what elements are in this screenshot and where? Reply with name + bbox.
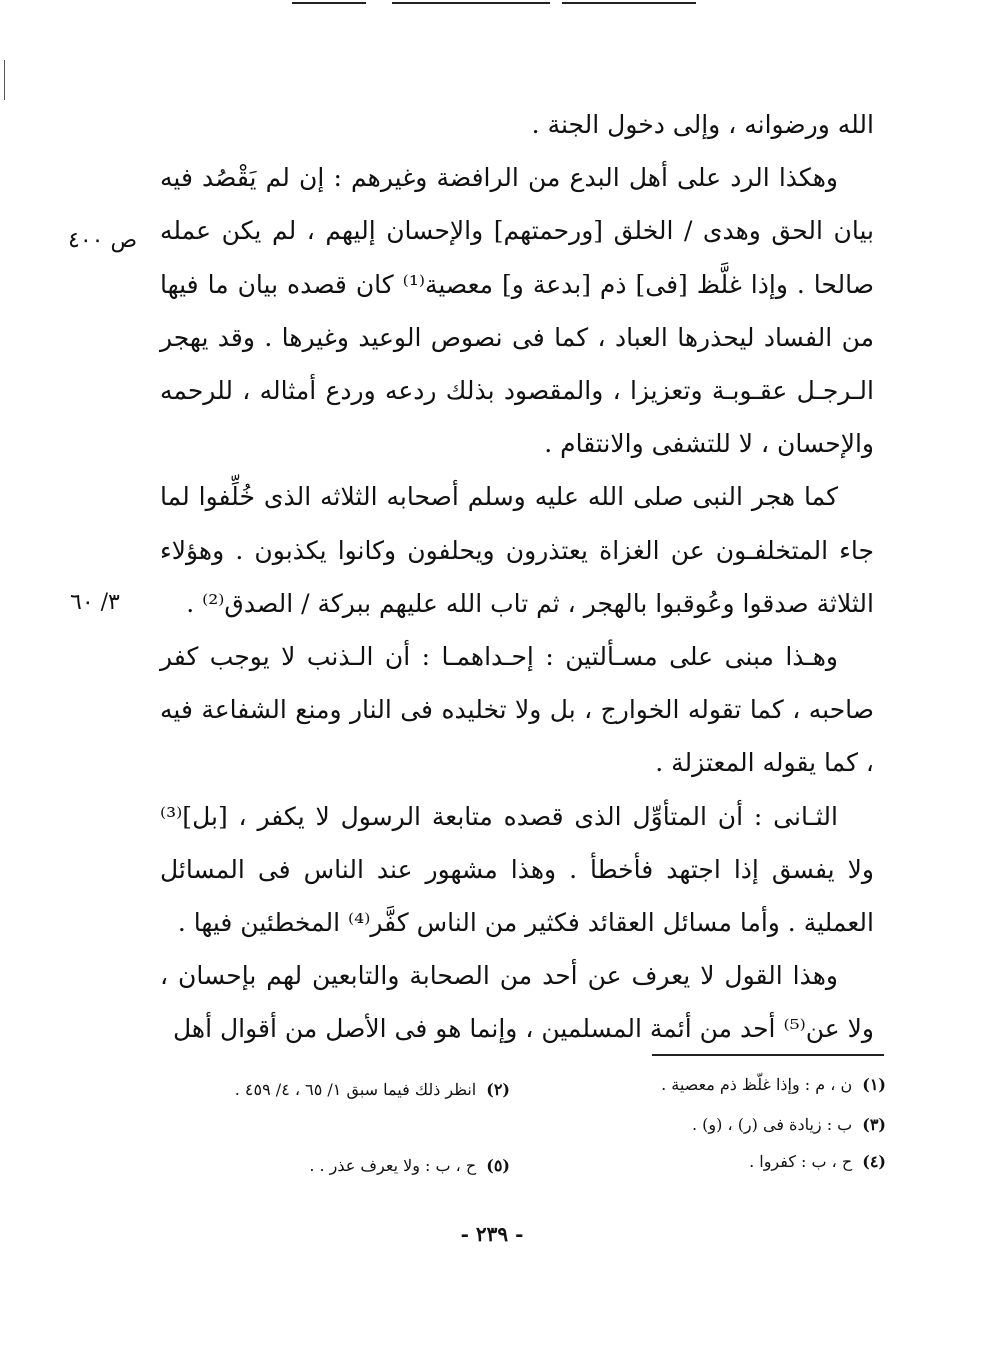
- footnote-text: ن ، م : وإذا غلّظ ذم معصية .: [661, 1075, 853, 1094]
- footnote-rule: [652, 1054, 884, 1056]
- scan-edge-mark: [4, 60, 5, 100]
- paragraph: وهذا القول لا يعرف عن أحد من الصحابة والتابعين لهم بإحسان ، ولا عن⁽⁵⁾ أحد من أئمة المسلمين ، وإنما هو فى الأصل من أقوال أهل: [160, 961, 874, 1044]
- footnote: [749, 1152, 886, 1171]
- footnote-number: (٥): [486, 1156, 510, 1175]
- top-rule-right: [562, 2, 696, 4]
- footnote: [661, 1075, 886, 1094]
- footnote-number: (١): [862, 1075, 886, 1094]
- main-text: [160, 98, 874, 1056]
- footnote-text: ح ، ب : كفروا .: [749, 1152, 853, 1171]
- footnote: [235, 1080, 510, 1099]
- footnote-number: (٢): [486, 1080, 510, 1099]
- page-number: - ٢٣٩ -: [460, 1222, 524, 1246]
- paragraph: الثـانى : أن المتأوِّل الذى قصده متابعة الرسول لا يكفر ، [بل]⁽³⁾ ولا يفسق إذا اجتهد فأخطأ . وهذا مشهور عند الناس فى المسائل العملية . وأما مسائل العقائد فكثير من الناس كفَّر⁽⁴⁾ المخطئين فيها .: [160, 801, 874, 938]
- margin-page-ref: ٣/ ٦٠: [70, 590, 120, 615]
- paragraph: وهـذا مبنى على مسـألتين : إحـداهمـا : أن الـذنب لا يوجب كفر صاحبه ، كما تقوله الخوارج ، بل ولا تخليده فى النار ومنع الشفاعة فيه ، كما يقوله المعتزلة .: [160, 642, 874, 778]
- footnote-number: (٤): [862, 1152, 886, 1171]
- margin-page-ref: ص ٤٠٠: [68, 228, 138, 253]
- footnote-text: ب : زيادة فى (ر) ، (و) .: [691, 1115, 853, 1134]
- top-rule-center: [392, 2, 550, 4]
- top-rule-left: [292, 2, 366, 4]
- footnote-text: ح ، ب : ولا يعرف عذر . .: [309, 1156, 477, 1175]
- footnote-text: انظر ذلك فيما سبق ١/ ٦٥ ، ٤/ ٤٥٩ .: [234, 1080, 477, 1099]
- paragraph: كما هجر النبى صلى الله عليه وسلم أصحابه الثلاثه الذى خُلِّفوا لما جاء المتخلفـون عن الغزاة يعتذرون ويحلفون وكانوا يكذبون . وهؤلاء الثلاثة صدقوا وعُوقبوا بالهجر ، ثم تاب الله عليهم ببركة / الصدق⁽²⁾ .: [160, 482, 874, 618]
- footnote: [309, 1156, 510, 1175]
- footnote-number: (٣): [862, 1115, 886, 1134]
- paragraph: الله ورضوانه ، وإلى دخول الجنة .: [531, 110, 874, 139]
- footnote: [692, 1115, 886, 1134]
- paragraph: وهكذا الرد على أهل البدع من الرافضة وغيرهم : إن لم يَقْصُد فيه بيان الحق وهدى / الخلق [ورحمتهم] والإحسان إليهم ، لم يكن عمله صالحا . وإذا غلَّظ [فى] ذم [بدعة و] معصية⁽¹⁾ كان قصده بيان ما فيها من الفساد ليحذرها العباد ، كما فى نصوص الوعيد وغيرها . وقد يهجر الـرجـل عقـوبـة وتعزيزا ، والمقصود بذلك ردعه وردع أمثاله ، للرحمه والإحسان ، لا للتشفى والانتقام .: [160, 163, 874, 459]
